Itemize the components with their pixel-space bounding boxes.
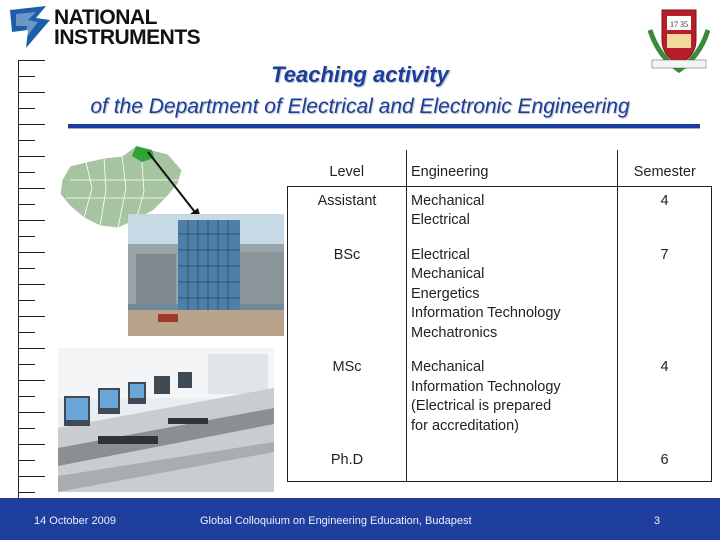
- semester-cell: 4: [618, 186, 712, 241]
- ruler-tick: [19, 476, 45, 477]
- semester-cell: 7: [618, 241, 712, 354]
- ruler-tick: [19, 188, 45, 189]
- engineering-item: Energetics: [411, 285, 480, 302]
- semester-cell: 6: [618, 446, 712, 481]
- ruler-tick: [19, 204, 35, 205]
- ruler-tick: [19, 460, 35, 461]
- level-cell: Assistant: [288, 186, 407, 241]
- page-number: 3: [654, 515, 661, 527]
- engineering-item: (Electrical is prepared: [411, 398, 552, 414]
- ruler-tick: [19, 380, 45, 381]
- ruler-tick: [19, 140, 35, 141]
- level-cell: Ph.D: [288, 446, 407, 481]
- engineering-item: Information Technology: [411, 305, 561, 321]
- ruler-tick: [19, 444, 45, 445]
- ruler-tick: [19, 412, 45, 413]
- engineering-cell: [407, 186, 618, 241]
- engineering-item: Information Technology: [411, 378, 561, 395]
- ruler-tick: [19, 364, 35, 365]
- level-cell: MSc: [288, 353, 407, 446]
- semester-cell: 4: [618, 353, 712, 446]
- header-engineering: Engineering: [411, 164, 489, 180]
- crest-year: 17 35: [670, 20, 688, 29]
- logo-line2: INSTRUMENTS: [54, 26, 201, 49]
- engineering-item: Electrical: [411, 246, 470, 263]
- title-underline: [68, 124, 700, 129]
- logo-line1: NATIONAL: [54, 6, 157, 29]
- page-title: Teaching activity: [271, 62, 449, 87]
- header-level: Level: [288, 150, 407, 186]
- computer-lab-photo: [58, 348, 274, 492]
- engineering-cell: [407, 353, 618, 446]
- department-building-photo: [128, 214, 284, 336]
- ruler-tick: [19, 396, 35, 397]
- table-row: [288, 186, 712, 241]
- engineering-cell: [407, 241, 618, 354]
- engineering-item: Mechatronics: [411, 324, 498, 341]
- ruler-tick: [19, 348, 45, 349]
- table-row: [288, 241, 712, 354]
- ni-eagle-icon: [6, 4, 52, 50]
- left-ruler-decoration: [18, 60, 45, 500]
- ruler-tick: [19, 428, 35, 429]
- level-cell: BSc: [288, 241, 407, 354]
- engineering-item: for accreditation): [411, 417, 519, 434]
- ruler-tick: [19, 316, 45, 317]
- table-header-row: [288, 150, 712, 186]
- table-row: [288, 446, 712, 481]
- page-subtitle: of the Department of Electrical and Electronic Engineering: [90, 95, 630, 118]
- ruler-tick: [19, 124, 45, 125]
- ruler-tick: [19, 332, 35, 333]
- table-row: [288, 353, 712, 446]
- ruler-tick: [19, 220, 45, 221]
- ruler-tick: [19, 172, 35, 173]
- ruler-tick: [19, 156, 45, 157]
- ruler-tick: [19, 284, 45, 285]
- ruler-tick: [19, 492, 35, 493]
- footer-date: 14 October 2009: [34, 515, 116, 527]
- engineering-item: Electrical: [411, 212, 470, 228]
- ruler-tick: [19, 60, 45, 61]
- engineering-item: Mechanical: [411, 359, 485, 375]
- national-instruments-logo: [6, 4, 216, 54]
- header-semester: Semester: [618, 150, 712, 186]
- teaching-activity-table: [287, 150, 712, 482]
- engineering-cell: [407, 446, 618, 481]
- footer-event: Global Colloquium on Engineering Education, Budapest: [200, 515, 472, 527]
- ruler-tick: [19, 236, 35, 237]
- ruler-tick: [19, 268, 35, 269]
- ruler-tick: [19, 252, 45, 253]
- ruler-tick: [19, 300, 35, 301]
- engineering-item: Mechanical: [411, 266, 485, 282]
- ruler-tick: [19, 92, 45, 93]
- engineering-item: Mechanical: [411, 192, 485, 209]
